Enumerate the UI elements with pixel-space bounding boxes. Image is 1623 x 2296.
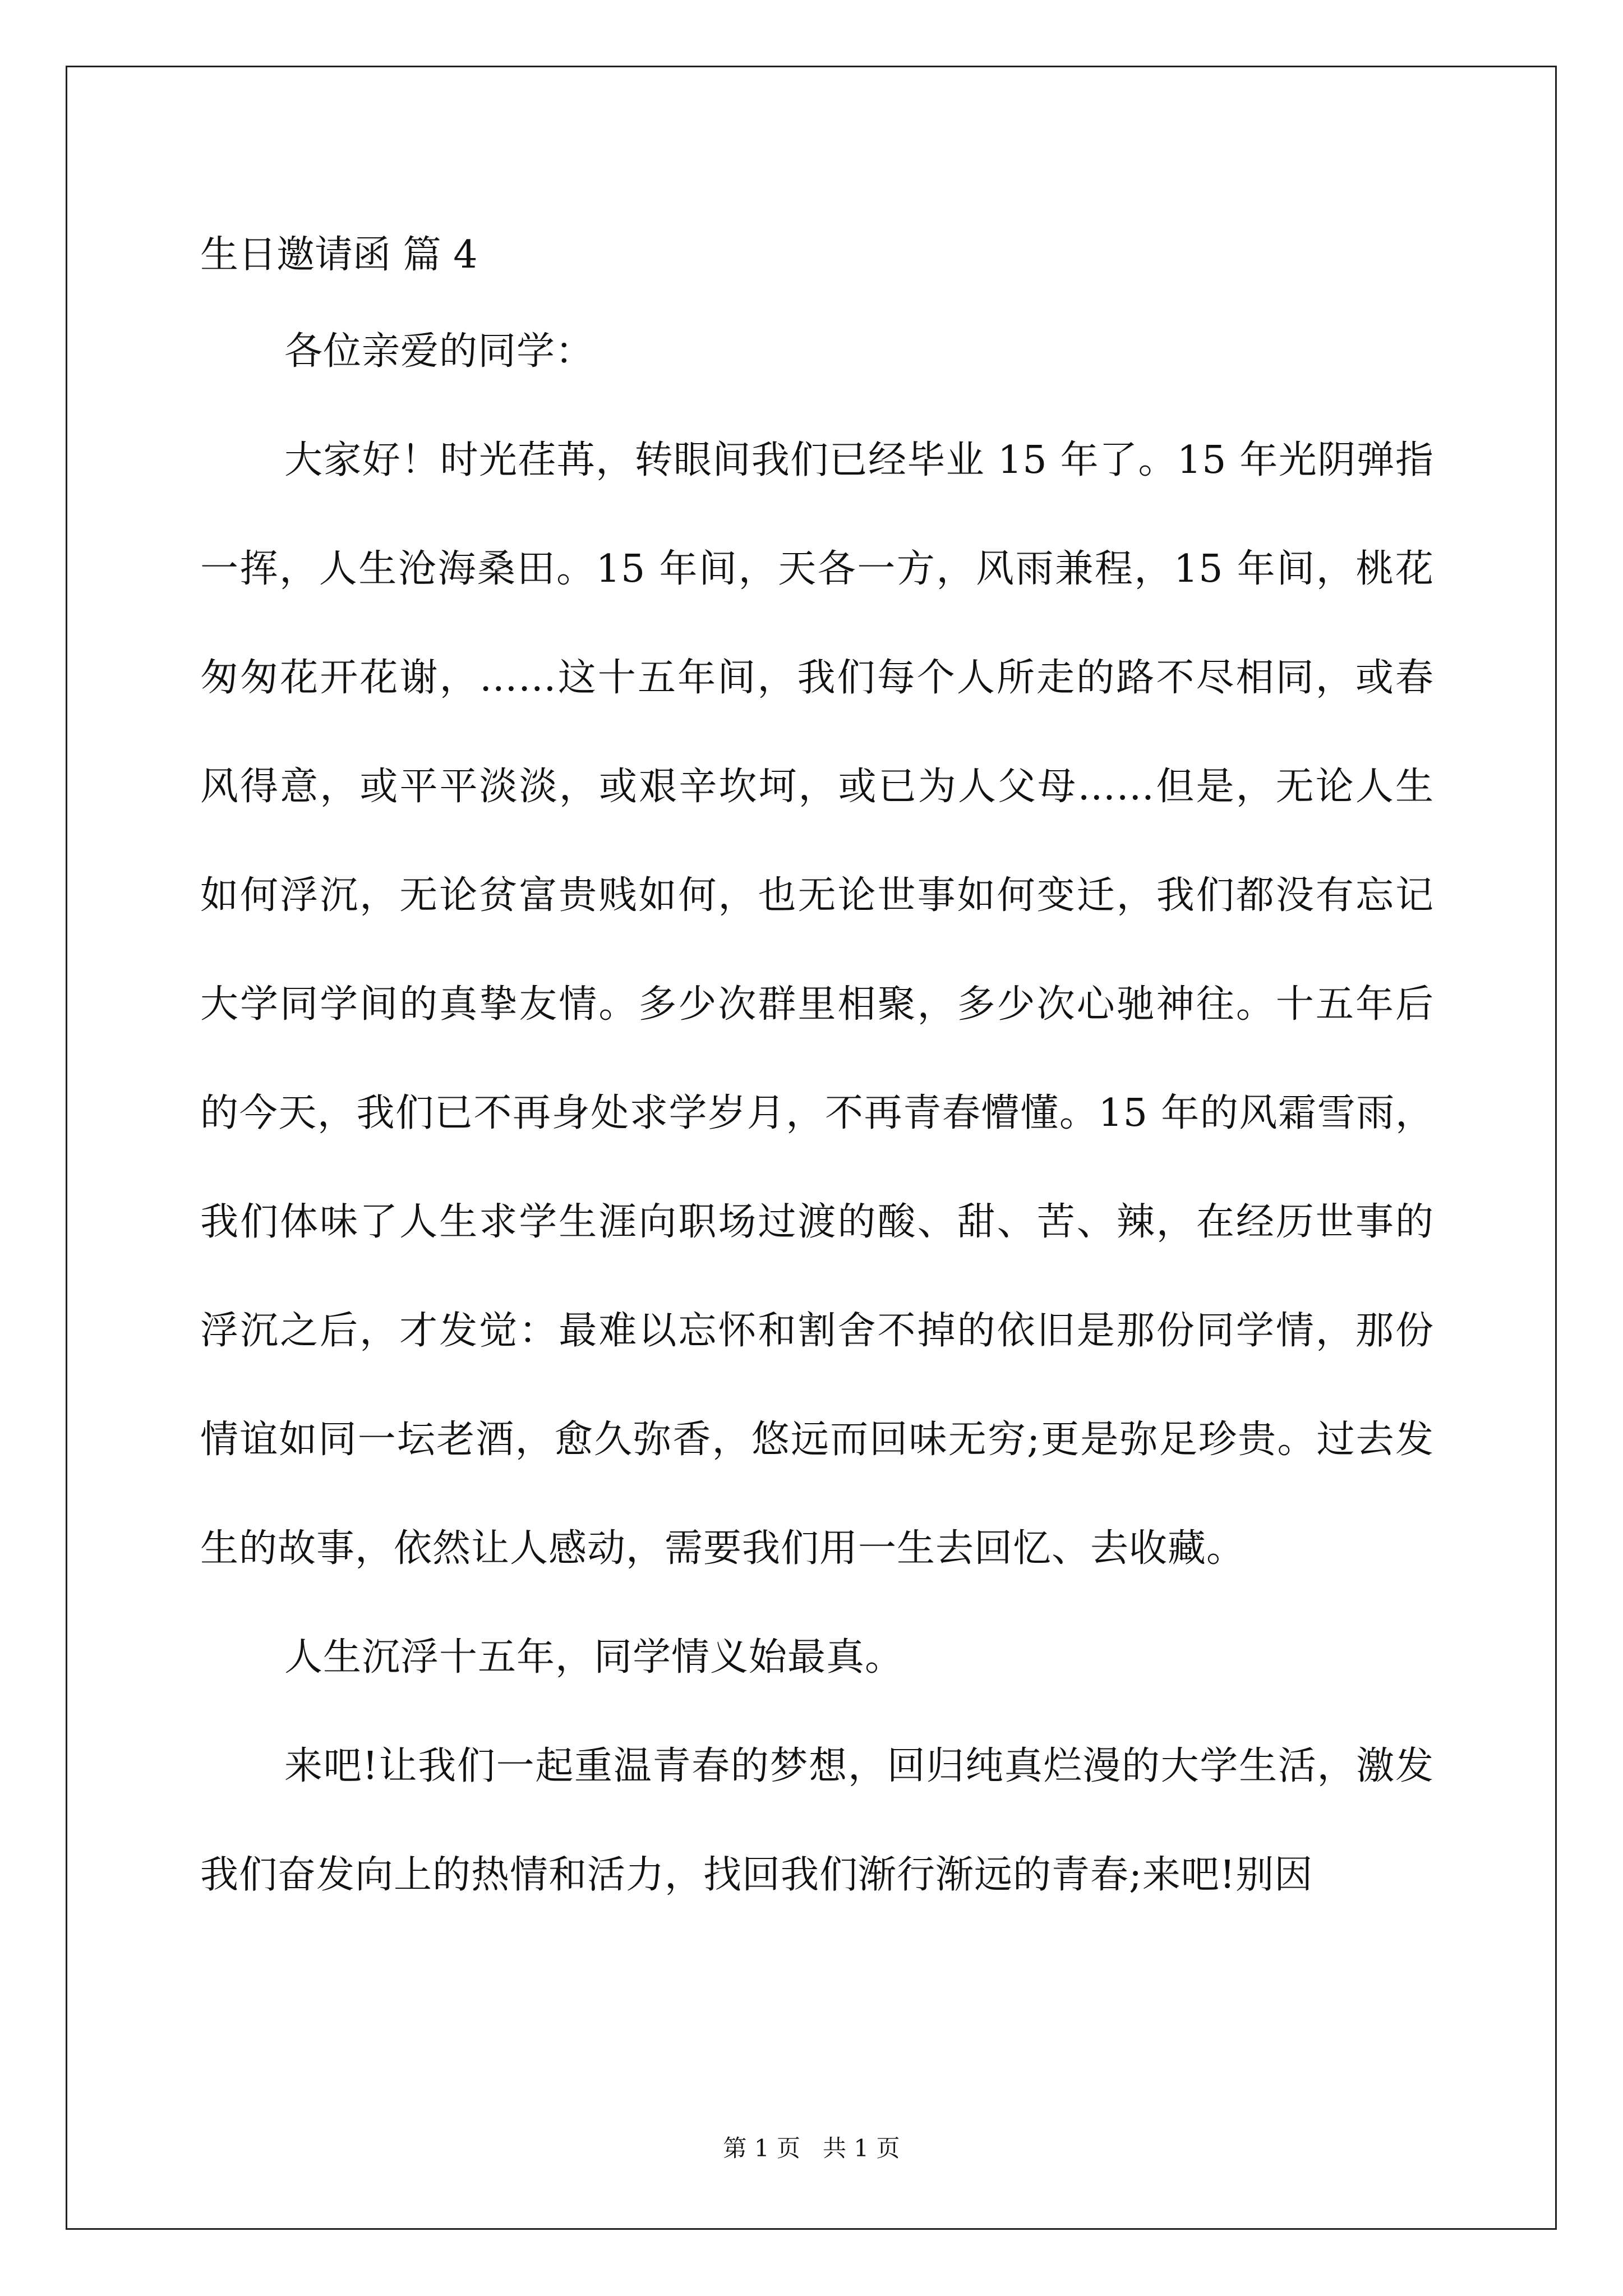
document-title: 生日邀请函 篇 4 [200,233,478,277]
body-paragraph-2: 人生沉浮十五年，同学情义始最真。 [284,1635,904,1680]
body-paragraph-3: 来吧!让我们一起重温青春的梦想，回归纯真烂漫的大学生活，激发我们奋发向上的热情和活力，找回我们渐行渐远的青春;来吧!别因 [200,1744,1434,1897]
salutation-paragraph: 各位亲爱的同学： [284,329,594,374]
body-paragraph-1: 大家好！时光荏苒，转眼间我们已经毕业 15 年了。15 年光阴弹指一挥，人生沧海桑田。15 年间，天各一方，风雨兼程，15 年间，桃花匆匆花开花谢，……这十五年间，我们每个人所走的路不尽相同，或春风得意，或平平淡淡，或艰辛坎坷，或已为人父母……但是，无论人生如何浮沉，无论贫富贵贱如何，也无论世事如何变迁，我们都没有忘记大学同学间的真挚友情。多少次群里相聚，多少次心驰神往。十五年后的今天，我们已不再身处求学岁月，不再青春懵懂。15 年的风霜雪雨，我们体味了人生求学生涯向职场过渡的酸、甜、苦、辣，在经历世事的浮沉之后，才发觉：最难以忘怀和割舍不掉的依旧是那份同学情，那份情谊如同一坛老酒，愈久弥香，悠远而回味无穷;更是弥足珍贵。过去发生的故事，依然让人感动，需要我们用一生去回忆、去收藏。 [200,438,1434,1571]
page-footer: 第 1 页 共 1 页 [723,2134,900,2162]
document-body [200,213,1434,1930]
